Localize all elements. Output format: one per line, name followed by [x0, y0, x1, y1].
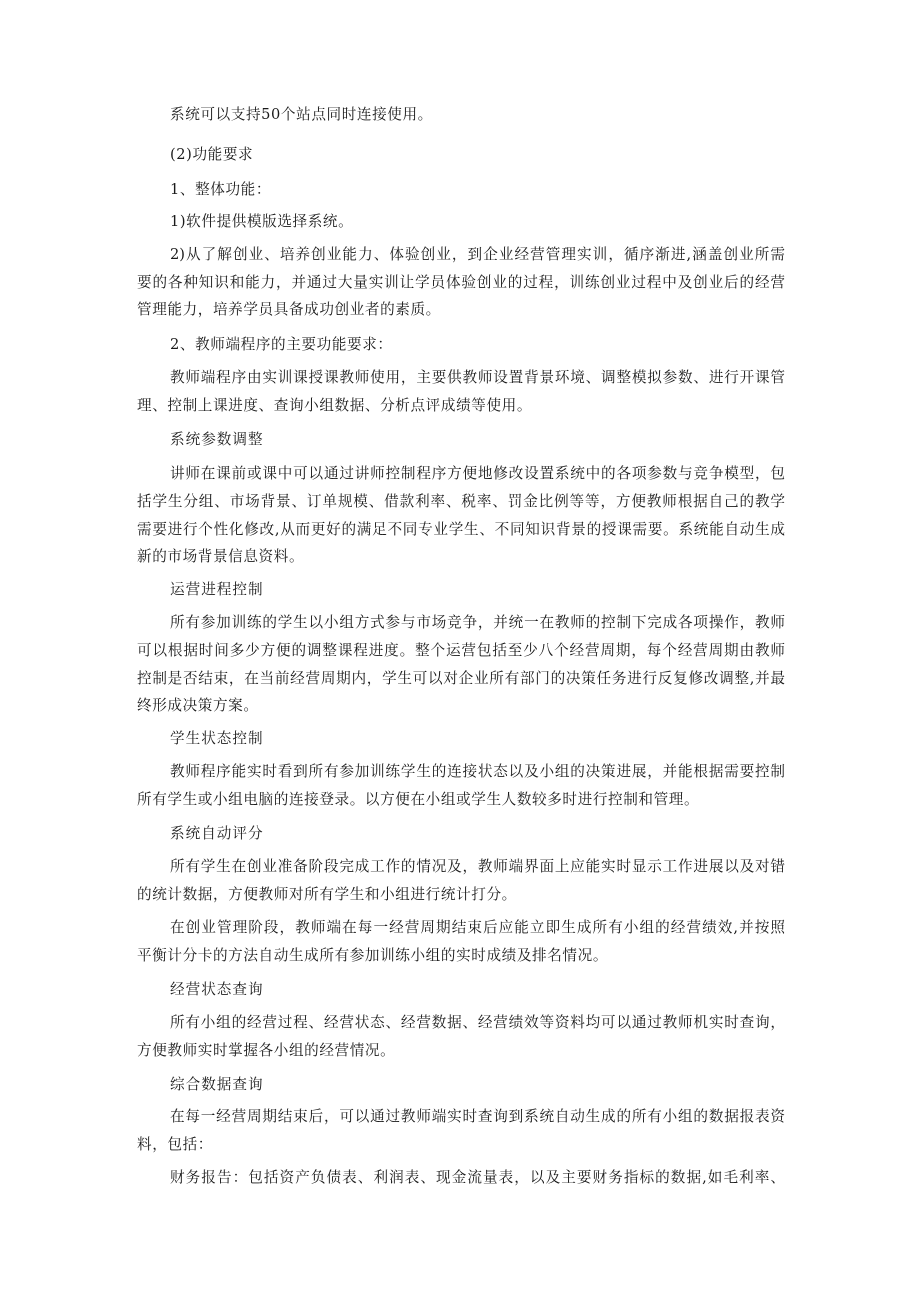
list-item: 1)软件提供模版选择系统。 [170, 213, 354, 230]
section-heading: 1、整体功能： [170, 181, 272, 198]
paragraph-line: 需要进行个性化修改,从而更好的满足不同专业学生、不同知识背景的授课需要。系统能自动生成 [137, 521, 785, 538]
paragraph-line: 新的市场背景信息资料。 [137, 548, 305, 565]
paragraph-line: 所有参加训练的学生以小组方式参与市场竞争，并统一在教师的控制下完成各项操作，教师 [170, 614, 785, 631]
subsection-heading: 运营进程控制 [170, 581, 264, 598]
paragraph-line: 财务报告：包括资产负债表、利润表、现金流量表，以及主要财务指标的数据,如毛利率、 [170, 1169, 785, 1186]
section-heading: 2、教师端程序的主要功能要求： [170, 336, 393, 353]
paragraph-line: 控制是否结束，在当前经营周期内，学生可以对企业所有部门的决策任务进行反复修改调整,并最 [137, 670, 785, 687]
paragraph-line: 系统可以支持50个站点同时连接使用。 [170, 106, 433, 123]
subsection-heading: 综合数据查询 [170, 1076, 264, 1093]
paragraph-line: 2)从了解创业、培养创业能力、体验创业，到企业经营管理实训，循序渐进,涵盖创业所需 [170, 246, 785, 263]
paragraph-line: 教师端程序由实训课授课教师使用，主要供教师设置背景环境、调整模拟参数、进行开课管 [170, 369, 785, 386]
paragraph-line: 可以根据时间多少方便的调整课程进度。整个运营包括至少八个经营周期，每个经营周期由教师 [137, 642, 785, 659]
paragraph-line: 终形成决策方案。 [137, 697, 259, 714]
paragraph-line: 在每一经营周期结束后，可以通过教师端实时查询到系统自动生成的所有小组的数据报表资 [170, 1108, 785, 1125]
paragraph-line: 教师程序能实时看到所有参加训练学生的连接状态以及小组的决策进展，并能根据需要控制 [170, 763, 785, 780]
paragraph-line: 管理能力，培养学员具备成功创业者的素质。 [137, 301, 441, 318]
subsection-heading: 系统参数调整 [170, 431, 264, 448]
paragraph-line: 所有学生在创业准备阶段完成工作的情况及，教师端界面上应能实时显示工作进展以及对错 [170, 858, 785, 875]
paragraph-line: 料，包括： [137, 1136, 213, 1153]
paragraph-line: 括学生分组、市场背景、订单规模、借款利率、税率、罚金比例等等，方便教师根据自己的教学 [137, 493, 785, 510]
paragraph-line: 的统计数据，方便教师对所有学生和小组进行统计打分。 [137, 886, 517, 903]
paragraph-line: 要的各种知识和能力，并通过大量实训让学员体验创业的过程，训练创业过程中及创业后的经营 [137, 274, 785, 291]
section-heading: (2)功能要求 [170, 146, 254, 163]
paragraph-line: 方便教师实时掌握各小组的经营情况。 [137, 1042, 396, 1059]
paragraph-line: 理、控制上课进度、查询小组数据、分析点评成绩等使用。 [137, 397, 533, 414]
subsection-heading: 经营状态查询 [170, 981, 264, 998]
paragraph-line: 在创业管理阶段，教师端在每一经营周期结束后应能立即生成所有小组的经营绩效,并按照 [170, 919, 785, 936]
subsection-heading: 系统自动评分 [170, 825, 264, 842]
paragraph-line: 所有学生或小组电脑的连接登录。以方便在小组或学生人数较多时进行控制和管理。 [137, 791, 700, 808]
paragraph-line: 平衡计分卡的方法自动生成所有参加训练小组的实时成绩及排名情况。 [137, 947, 609, 964]
paragraph-line: 所有小组的经营过程、经营状态、经营数据、经营绩效等资料均可以通过教师机实时查询， [170, 1014, 785, 1031]
subsection-heading: 学生状态控制 [170, 730, 264, 747]
paragraph-line: 讲师在课前或课中可以通过讲师控制程序方便地修改设置系统中的各项参数与竞争模型，包 [170, 465, 785, 482]
